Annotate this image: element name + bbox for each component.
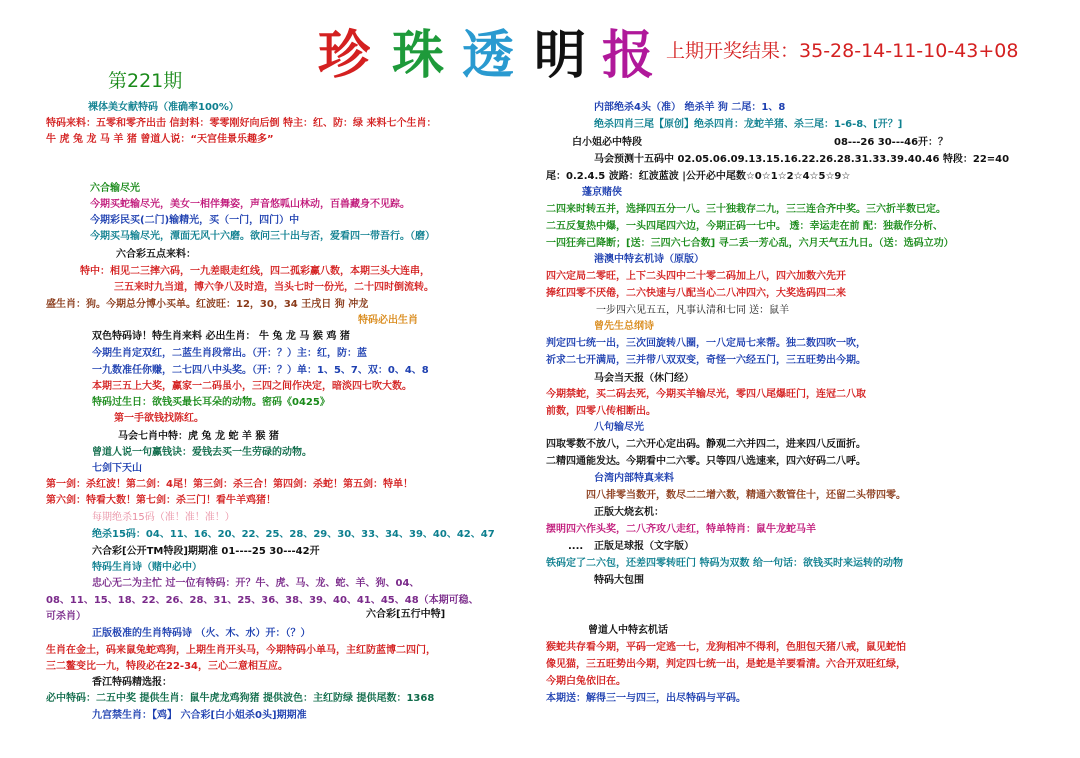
left-line: 一九数准任你赚，二七四八中头奖。（开：？）单：1、5、7、双：0、4、8	[92, 365, 429, 376]
right-line: 08---26 30---46开：？	[834, 137, 949, 148]
title-char-3: 透	[462, 25, 515, 86]
right-line: 二四来时转五并，选择四五分一八。三十独栽存二九，三三连合齐中奖。三六折半数已定。	[546, 204, 946, 215]
left-line: 今期买蛇输尽光，美女一相伴舞姿，声音悠呱山林动，百兽藏身不见踪。	[90, 199, 410, 210]
right-line: 四六定局二零旺，上下二头四中二十零二码加上八，四六加数六先开	[546, 271, 846, 282]
left-line: 曾道人说一句赢钱诀：爱钱去买一生劳碌的动物。	[92, 447, 312, 458]
left-line: 牛 虎 兔 龙 马 羊 猪 曾道人说：“天宫佳景乐趣多”	[46, 134, 274, 145]
issue-number: 第221期	[108, 70, 183, 92]
right-line: 铁码定了二六包，还差四零转旺门 特码为双数 给一句话：欲钱买时来运转的动物	[546, 558, 903, 569]
left-line: 三五来时九当道，博六争八及时造，当头七时一份光，二十四时倒流转。	[114, 282, 434, 293]
right-line: 港澳中特玄机诗（原版）	[594, 254, 704, 265]
right-line: 正版足球报（文字版）	[594, 541, 694, 552]
right-line: 台湾内部特真来料	[594, 473, 674, 484]
right-line: 内部绝杀4头（准） 绝杀羊 狗 二尾：1、8	[594, 102, 786, 113]
left-line: 绝杀15码：04、11、16、20、22、25、28、29、30、33、34、39、40、42、47	[92, 529, 495, 540]
right-line: 二五反复热中爆，一头四尾四六边，今期正码一七中。 透：幸运走在前 配：独裁作分析、	[546, 221, 943, 232]
last-result	[666, 36, 1018, 63]
left-line: 六合输尽光	[90, 183, 140, 194]
left-line: 六合彩[五行中特]	[366, 609, 446, 620]
title-char-1: 珍	[318, 25, 371, 86]
left-line: 特码必出生肖	[358, 315, 418, 326]
title-char-4: 明	[534, 25, 587, 86]
left-line: 裸体美女献特码（准确率100%）	[88, 102, 239, 113]
left-line: 每期绝杀15码（准！准！准！）	[92, 512, 235, 523]
left-line: 今期生肖定双红，二蓝生肖段常出。（开：？）主：红，防：蓝	[92, 348, 367, 359]
right-line: 马会当天报（休门经）	[594, 373, 694, 384]
right-line: 特码大包围	[594, 575, 644, 586]
right-line: 正版大烧玄机：	[594, 507, 664, 518]
left-line: 特码来料：五零和零齐出击 信封料：零零刚好向后倒 特主：红、防：绿 来料七个生肖：	[46, 118, 437, 129]
left-line: 今期彩民买(二门)输精光，买（一门，四门）中	[90, 215, 300, 226]
left-line: 08、11、15、18、22、26、28、31、25、36、38、39、40、41、45、48（本期可稳、	[46, 595, 479, 606]
left-line: 今期买马输尽光，潭面无风十六磨。欲问三十出与否，爱看四一带吾行。（磨）	[90, 231, 435, 242]
left-line: 香江特码精选报：	[92, 677, 172, 688]
right-line: 今期白兔依旧在。	[546, 676, 626, 687]
right-line: 曾先生总纲诗	[594, 321, 654, 332]
right-line: 摆明四六作头奖，二八齐攻八走红，特单特肖：鼠牛龙蛇马羊	[546, 524, 816, 535]
left-line: 盛生肖：狗。今期总分博小买单。红波旺：12，30，34 王戌日 狗 冲龙	[46, 299, 369, 310]
left-line: 六合彩[公开TM特段]期期准 01----25 30---42开	[92, 546, 320, 557]
left-line: 特中：相见二三摔六码，一九差眼走红线，四二孤彩赢八数，本期三头大连串，	[80, 266, 430, 277]
right-line: 白小姐必中特段	[572, 137, 642, 148]
left-line: 可杀肖）	[46, 611, 86, 622]
right-line: 八句输尽光	[594, 422, 644, 433]
left-line: 正版极准的生肖特码诗 （火、木、水）开：（？）	[92, 628, 311, 639]
last-result-value: ：35-28-14-11-10-43+08	[780, 40, 1019, 62]
right-line: 一四狂奔己降断；[送：三四六七合数] 寻二丢一芳心乱，六月天气五九日。（送：选码立功）	[546, 238, 954, 249]
right-line: 本期送：解得三一与四三，出尽特码与平码。	[546, 693, 746, 704]
right-line: 二精四通能发达。今期看中二六零。只等四八选速来，四六好码二八呼。	[546, 456, 866, 467]
title-char-2: 珠	[392, 25, 445, 86]
left-line: 七剑下天山	[92, 463, 142, 474]
left-line: 马会七肖中特：虎 兔 龙 蛇 羊 猴 猪	[118, 431, 279, 442]
left-line: 第一手欲钱找陈红。	[114, 413, 204, 424]
left-line: 六合彩五点来料：	[116, 249, 196, 260]
right-line: 蓬京赌侠	[582, 187, 622, 198]
left-line: 双色特码诗！特生肖来料 必出生肖： 牛 兔 龙 马 猴 鸡 猪	[92, 331, 350, 342]
right-line: 尾：0.2.4.5 波路：红波蓝波 |公开必中尾数☆0☆1☆2☆4☆5☆9☆	[546, 171, 851, 182]
right-line: 捧红四零不厌倦，二六快速与八配当心二八冲四六，大奖选码四二来	[546, 288, 846, 299]
right-line: 祈求二七开满局，三并带八双双变，奇怪一六经五门，三五旺势出今期。	[546, 355, 866, 366]
right-line: 绝杀四肖三尾【原创】绝杀四肖：龙蛇羊猪、杀三尾：1-6-8、[开？]	[594, 119, 903, 130]
right-line: 四八排零当数开，数尽二二增六数，精通六数管住十，还留二头带四零。	[586, 490, 906, 501]
last-result-label: 上期开奖结果	[666, 40, 781, 62]
right-line: ....	[568, 541, 584, 552]
right-line: 判定四七统一出，三次回旋转八圈，一八定局七来帮。独二数四吹一吹，	[546, 338, 866, 349]
left-line: 特码过生日：欲钱买最长耳朵的动物。密码《0425》	[92, 397, 330, 408]
left-line: 忠心无二为主忙 过一位有特码：开？牛、虎、马、龙、蛇、羊、狗、04、	[92, 578, 420, 589]
left-line: 特码生肖诗（赌中必中）	[92, 562, 202, 573]
left-line: 九宫禁生肖：【鸡】 六合彩[白小姐杀0头]期期准	[92, 710, 307, 721]
right-line: 前数，四零八传相断出。	[546, 406, 656, 417]
left-line: 第一剑：杀红波！第二剑：4尾！第三剑：杀三合！第四剑：杀蛇！第五剑：特单！	[46, 479, 413, 490]
left-line: 本期三五上大奖，赢家一二码虽小，三四之间作决定，暗淡四七吹大数。	[92, 381, 412, 392]
title-char-5: 报	[602, 25, 655, 86]
right-line: 一步四六见五五，凡事认清和七同 送：鼠羊	[596, 305, 790, 316]
right-line: 猴蛇共存看今期，平码一定逃一七，龙狗相冲不得利，色胆包天猪八戒，鼠见蛇怕	[546, 642, 906, 653]
left-line: 生肖在金土，码来鼠兔蛇鸡狗，上期生肖开头马，今期特码小单马，主红防蓝博二四门，	[46, 645, 436, 656]
right-line: 马会预测十五码中 02.05.06.09.13.15.16.22.26.28.31.33.39.40.46 特段：22=40	[594, 154, 1010, 165]
right-line: 四取零数不放八，二六开心定出码。静观二六并四二，进来四八反面折。	[546, 439, 866, 450]
left-line: 必中特码：二五中奖 提供生肖：鼠牛虎龙鸡狗猪 提供波色：主红防绿 提供尾数：1368	[46, 693, 435, 704]
right-line: 曾道人中特玄机话	[588, 625, 668, 636]
right-line: 像见猫，三五旺势出今期，判定四七统一出，是蛇是羊要看清。六合开双旺红绿，	[546, 659, 906, 670]
left-line: 第六剑：特看大数！第七剑：杀三门！看牛羊鸡猪！	[46, 495, 276, 506]
left-line: 三二鳌变比一九，特段必在22-34，三心二意相互应。	[46, 661, 288, 672]
right-line: 今期禁蛇，买二码去死，今期买羊输尽光，零四八尾爆旺门，连冠二八取	[546, 389, 866, 400]
